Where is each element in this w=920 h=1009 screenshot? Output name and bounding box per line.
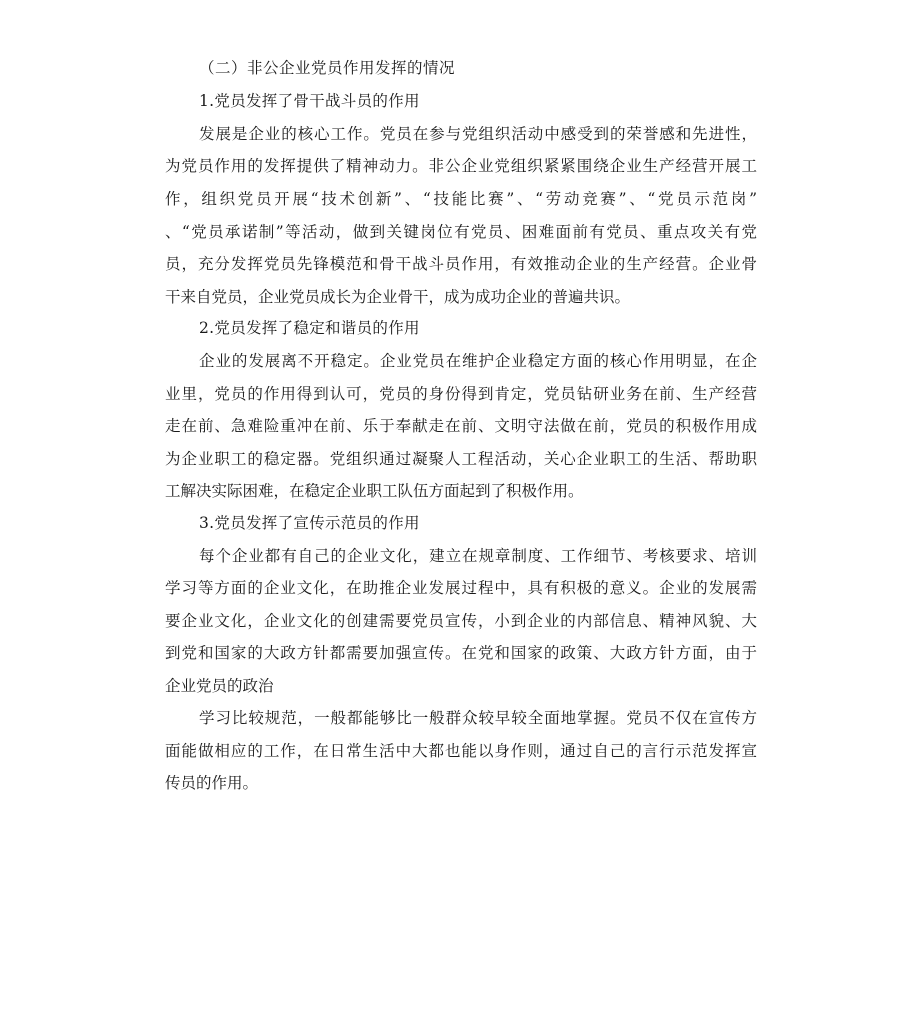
paragraph-line: 走在前、急难险重冲在前、乐于奉献走在前、文明守法做在前，党员的积极作用成 bbox=[165, 417, 757, 435]
paragraph-line: 员，充分发挥党员先锋模范和骨干战斗员作用，有效推动企业的生产经营。企业骨 bbox=[165, 255, 757, 273]
paragraph-line: 学习比较规范，一般都能够比一般群众较早较全面地掌握。党员不仅在宣传方 bbox=[199, 709, 757, 727]
paragraph-line: 为党员作用的发挥提供了精神动力。非公企业党组织紧紧围绕企业生产经营开展工 bbox=[165, 157, 757, 175]
subsection-1-title: 1.党员发挥了骨干战斗员的作用 bbox=[199, 92, 420, 110]
subsection-3-title: 3.党员发挥了宣传示范员的作用 bbox=[199, 514, 420, 532]
paragraph-line: 作，组织党员开展“技术创新”、“技能比赛”、“劳动竞赛”、“党员示范岗” bbox=[165, 190, 757, 208]
subsection-2-title: 2.党员发挥了稳定和谐员的作用 bbox=[199, 319, 420, 337]
paragraph-line: 工解决实际困难，在稳定企业职工队伍方面起到了积极作用。 bbox=[165, 482, 584, 500]
paragraph-line: 、“党员承诺制”等活动，做到关键岗位有党员、困难面前有党员、重点攻关有党 bbox=[165, 223, 757, 241]
paragraph-line: 面能做相应的工作，在日常生活中大都也能以身作则，通过自己的言行示范发挥宣 bbox=[165, 742, 757, 760]
paragraph-line: 干来自党员，企业党员成长为企业骨干，成为成功企业的普遍共识。 bbox=[165, 288, 631, 306]
paragraph-line: 为企业职工的稳定器。党组织通过凝聚人工程活动，关心企业职工的生活、帮助职 bbox=[165, 450, 757, 468]
paragraph-line: 学习等方面的企业文化，在助推企业发展过程中，具有积极的意义。企业的发展需 bbox=[165, 579, 757, 597]
paragraph-line: 业里，党员的作用得到认可，党员的身份得到肯定，党员钻研业务在前、生产经营 bbox=[165, 385, 757, 403]
paragraph-line: 企业党员的政治 bbox=[165, 677, 274, 695]
section-heading: （二）非公企业党员作用发挥的情况 bbox=[199, 59, 456, 77]
paragraph-line: 每个企业都有自己的企业文化，建立在规章制度、工作细节、考核要求、培训 bbox=[199, 547, 757, 565]
paragraph-line: 企业的发展离不开稳定。企业党员在维护企业稳定方面的核心作用明显，在企 bbox=[199, 352, 757, 370]
paragraph-line: 发展是企业的核心工作。党员在参与党组织活动中感受到的荣誉感和先进性， bbox=[199, 125, 757, 143]
paragraph-line: 要企业文化，企业文化的创建需要党员宣传，小到企业的内部信息、精神风貌、大 bbox=[165, 612, 757, 630]
paragraph-line: 到党和国家的大政方针都需要加强宣传。在党和国家的政策、大政方针方面，由于 bbox=[165, 644, 757, 662]
paragraph-line: 传员的作用。 bbox=[165, 774, 259, 792]
